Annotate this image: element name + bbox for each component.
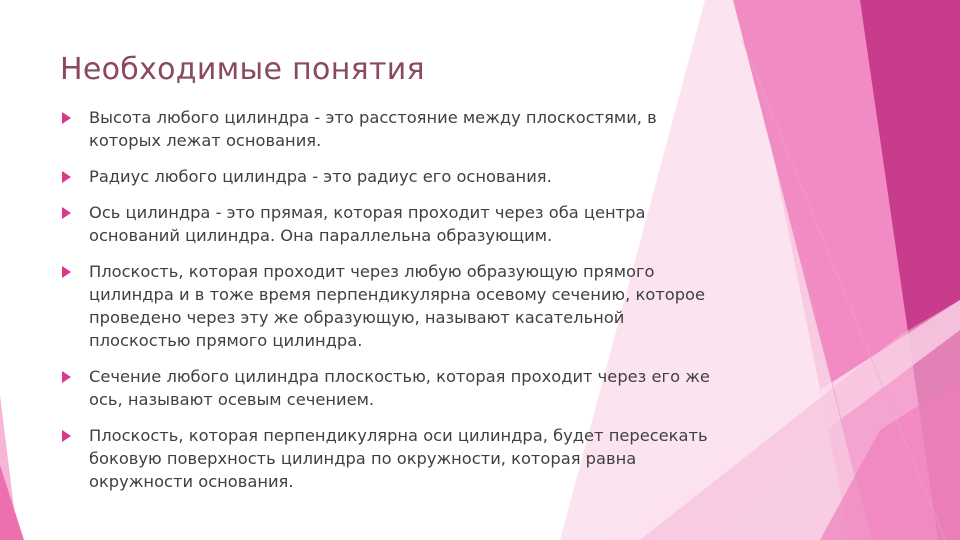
- list-item: [62, 365, 722, 411]
- bullet-list: [62, 106, 722, 506]
- triangle-right-icon: [62, 371, 71, 383]
- bullet-text: Плоскость, которая проходит через любую образующую прямого цилиндра и в тоже время перпендикулярна осевому сечению, которое проведено через эту же образующую, называют касательной плоскостью прямого цилиндра.: [89, 262, 706, 350]
- deco-shape-left-pink: [0, 465, 24, 540]
- list-item: [62, 106, 722, 152]
- triangle-right-icon: [62, 430, 71, 442]
- list-item: [62, 201, 722, 247]
- triangle-right-icon: [62, 266, 71, 278]
- bullet-text: Высота любого цилиндра - это расстояние между плоскостями, в которых лежат основания.: [89, 108, 657, 150]
- bullet-text: Ось цилиндра - это прямая, которая проходит через оба центра оснований цилиндра. Она параллельна образующим.: [89, 203, 646, 245]
- bullet-text: Плоскость, которая перпендикулярна оси цилиндра, будет пересекать боковую поверхность цилиндра по окружности, которая равна окружности основания.: [89, 426, 708, 491]
- triangle-right-icon: [62, 112, 71, 124]
- list-item: [62, 260, 722, 352]
- bullet-text: Радиус любого цилиндра - это радиус его основания.: [89, 167, 552, 186]
- triangle-right-icon: [62, 207, 71, 219]
- triangle-right-icon: [62, 171, 71, 183]
- list-item: [62, 165, 722, 188]
- bullet-text: Сечение любого цилиндра плоскостью, которая проходит через его же ось, называют осевым сечением.: [89, 367, 710, 409]
- list-item: [62, 424, 722, 493]
- slide-title: Необходимые понятия: [60, 52, 425, 87]
